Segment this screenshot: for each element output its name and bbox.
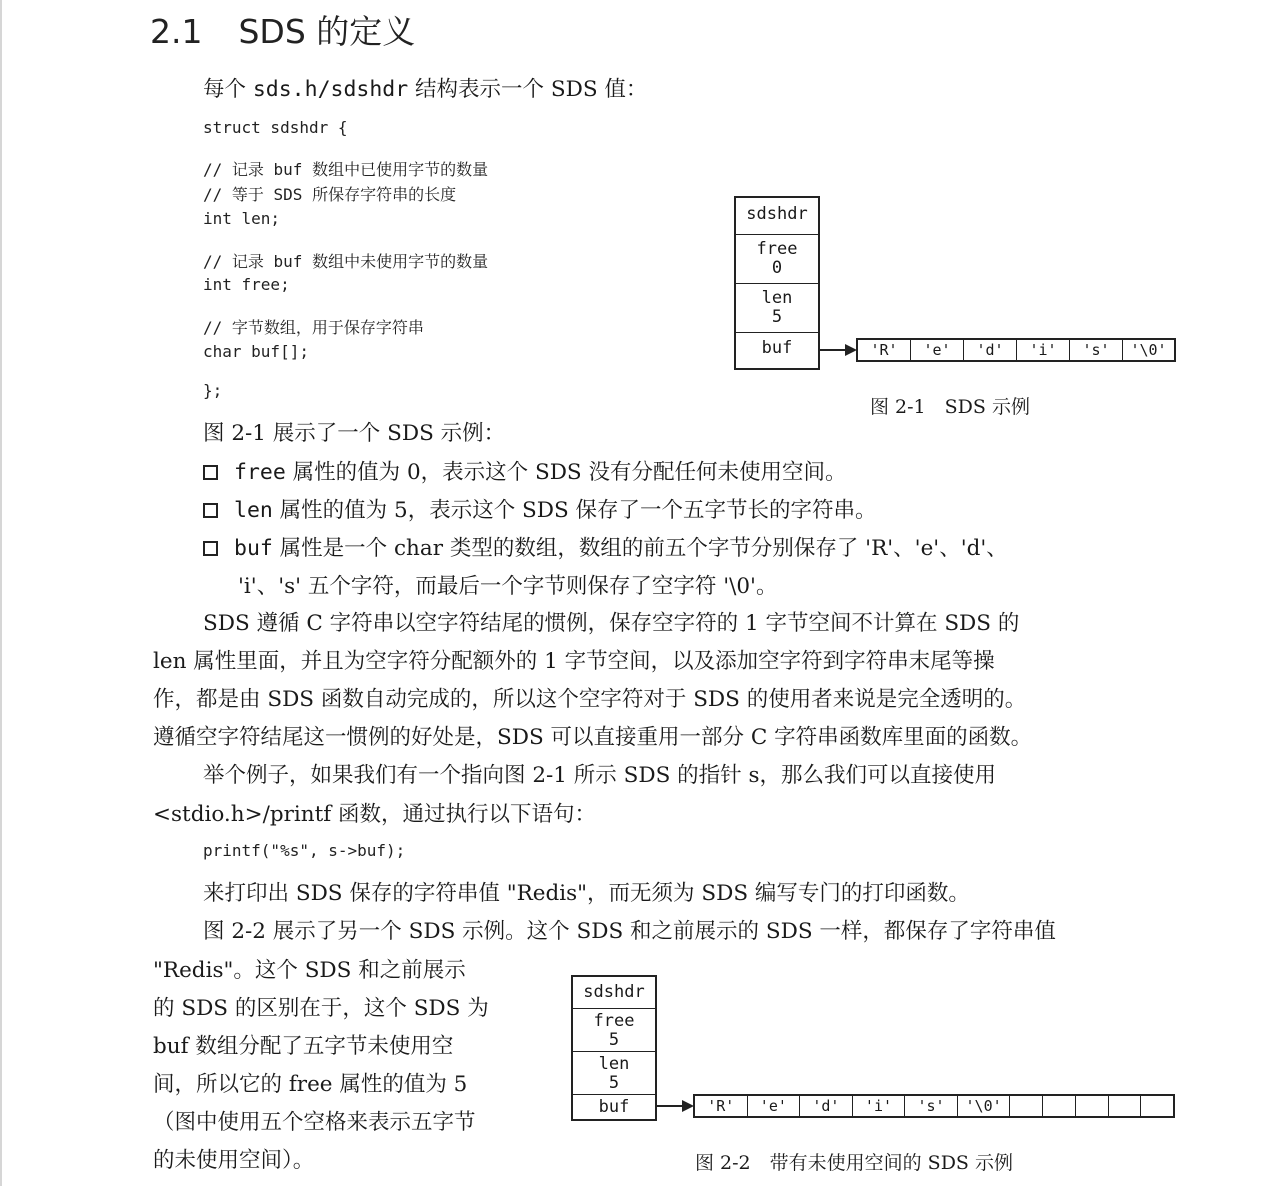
figure-intro: 图 2-1 展示了一个 SDS 示例： — [203, 421, 506, 446]
buf-cell: '\0' — [1130, 341, 1167, 359]
code-line: // 记录 buf 数组中未使用字节的数量 — [203, 252, 489, 271]
buf-pointer-arrow — [657, 1105, 683, 1107]
text-line: 间，所以它的 free 属性的值为 5 — [153, 1072, 468, 1097]
buf-cell: '\0' — [958, 1096, 1011, 1116]
list-item-continuation: 'i'、's' 五个字符，而最后一个字节则保存了空字符 '\0'。 — [238, 574, 778, 599]
buf-array — [856, 338, 1176, 362]
buf-cell: 'R' — [858, 340, 911, 360]
buf-pointer-arrow — [820, 349, 846, 351]
text-line: <stdio.h>/printf 函数，通过执行以下语句： — [153, 802, 597, 827]
buf-field: buf — [736, 332, 818, 370]
buf-cell-empty — [1109, 1096, 1142, 1116]
code-line: // 字节数组，用于保存字符串 — [203, 318, 424, 337]
code-line: int len; — [203, 209, 281, 228]
section-title: SDS 的定义 — [238, 12, 416, 51]
text-line: 举个例子，如果我们有一个指向图 2-1 所示 SDS 的指针 s，那么我们可以直接使用 — [203, 763, 997, 788]
page-left-border — [0, 0, 2, 1186]
buf-cell: 'e' — [911, 340, 964, 360]
buf-cell: 'R' — [695, 1096, 748, 1116]
buf-field: buf — [573, 1094, 655, 1121]
buf-cell: 's' — [1070, 340, 1123, 360]
sdshdr-struct-box — [571, 975, 657, 1121]
text-line: 的未使用空间）。 — [153, 1148, 315, 1173]
text-line: "Redis"。这个 SDS 和之前展示 — [153, 958, 466, 983]
buf-cell-empty — [1043, 1096, 1076, 1116]
list-item: free 属性的值为 0，表示这个 SDS 没有分配任何未使用空间。 — [203, 455, 847, 486]
code-line: int free; — [203, 275, 290, 294]
buf-cell-empty — [1010, 1096, 1043, 1116]
text-line: 的 SDS 的区别在于，这个 SDS 为 — [153, 996, 489, 1021]
buf-cell: 'e' — [748, 1096, 801, 1116]
buf-cell: 'i' — [1017, 340, 1070, 360]
checkbox-bullet-icon — [203, 541, 218, 556]
buf-cell-empty — [1141, 1096, 1173, 1116]
section-heading — [150, 6, 415, 53]
code-line: // 等于 SDS 所保存字符串的长度 — [203, 185, 457, 204]
list-item: len 属性的值为 5，表示这个 SDS 保存了一个五字节长的字符串。 — [203, 493, 877, 524]
buf-cell: 'd' — [800, 1096, 853, 1116]
text-line: SDS 遵循 C 字符串以空字符结尾的惯例，保存空字符的 1 字节空间不计算在 SDS 的 — [203, 611, 1020, 636]
free-field: free 0 — [736, 234, 818, 283]
buf-cell: 'i' — [853, 1096, 906, 1116]
intro-line: 每个 sds.h/sdshdr 结构表示一个 SDS 值： — [203, 77, 648, 102]
len-field: len 5 — [573, 1051, 655, 1094]
len-field: len 5 — [736, 283, 818, 332]
buf-cell: 's' — [905, 1096, 958, 1116]
text-line: （图中使用五个空格来表示五字节 — [153, 1110, 476, 1135]
sdshdr-struct-box — [734, 196, 820, 370]
text-line: 来打印出 SDS 保存的字符串值 "Redis"，而无须为 SDS 编写专门的打印函数。 — [203, 881, 970, 906]
struct-header: sdshdr — [746, 204, 808, 224]
buf-cell: 'd' — [964, 340, 1017, 360]
section-number: 2.1 — [150, 12, 203, 51]
text-line: len 属性里面，并且为空字符分配额外的 1 字节空间，以及添加空字符到字符串末尾等操 — [153, 649, 995, 674]
buf-array — [693, 1094, 1175, 1118]
code-line: struct sdshdr { — [203, 118, 348, 137]
code-line: // 记录 buf 数组中已使用字节的数量 — [203, 160, 489, 179]
printf-code-line: printf("%s", s->buf); — [203, 841, 406, 860]
code-line: }; — [203, 381, 223, 400]
text-line: 遵循空字符结尾这一惯例的好处是，SDS 可以直接重用一部分 C 字符串函数库里面的函数。 — [153, 725, 1033, 750]
free-field: free 5 — [573, 1008, 655, 1051]
inline-code: sds.h/sdshdr — [252, 77, 409, 102]
text-line: 作，都是由 SDS 函数自动完成的，所以这个空字符对于 SDS 的使用者来说是完全透明的。 — [153, 687, 1027, 712]
struct-header: sdshdr — [583, 982, 645, 1002]
list-item: buf 属性是一个 char 类型的数组，数组的前五个字节分别保存了 'R'、'e'、'd'、 — [203, 531, 1008, 562]
code-line: char buf[]; — [203, 342, 309, 361]
buf-cell-empty — [1076, 1096, 1109, 1116]
checkbox-bullet-icon — [203, 503, 218, 518]
text-line: 图 2-2 展示了另一个 SDS 示例。这个 SDS 和之前展示的 SDS 一样，都保存了字符串值 — [203, 919, 1056, 944]
checkbox-bullet-icon — [203, 465, 218, 480]
figure-caption: 图 2-2 带有未使用空间的 SDS 示例 — [695, 1152, 1013, 1174]
figure-caption: 图 2-1 SDS 示例 — [870, 396, 1030, 418]
text-line: buf 数组分配了五字节未使用空 — [153, 1034, 454, 1059]
